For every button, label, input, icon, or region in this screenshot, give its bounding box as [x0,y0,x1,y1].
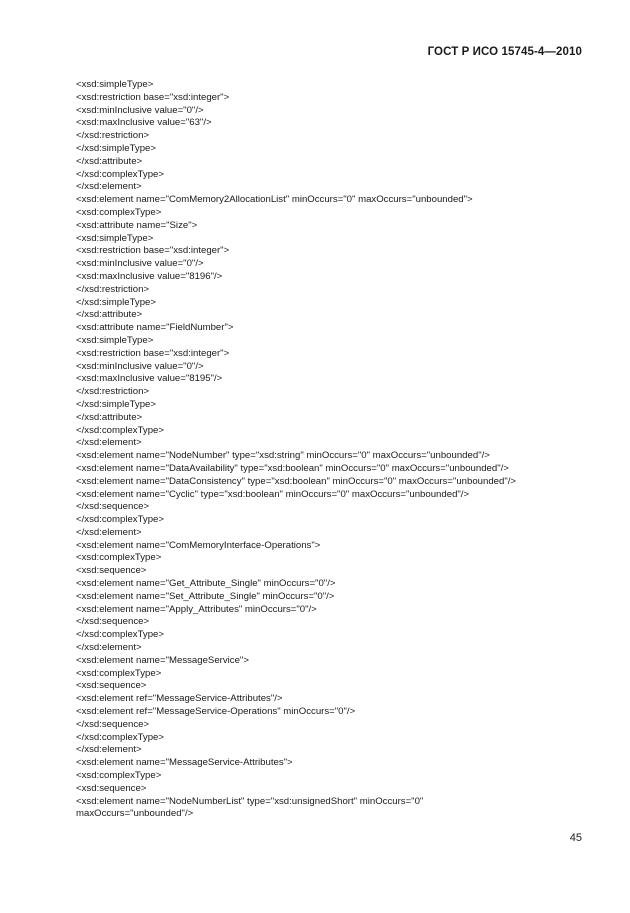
code-line: <xsd:element name="Cyclic" type="xsd:boolean" minOccurs="0" maxOccurs="unbounded"/> [76,488,470,500]
code-line: <xsd:restriction base="xsd:integer"> [76,91,230,103]
code-line: <xsd:element name="ComMemory2AllocationList" minOccurs="0" maxOccurs="unbounded"> [76,194,473,206]
code-line: <xsd:minInclusive value="0"/> [76,104,204,116]
code-line: </xsd:complexType> [76,731,164,743]
code-line: </xsd:sequence> [76,616,150,628]
code-line: <xsd:element ref="MessageService-Attributes"/> [76,693,283,705]
code-line: <xsd:complexType> [76,552,162,564]
code-line: </xsd:sequence> [76,501,150,513]
code-line: <xsd:element name="Get_Attribute_Single" minOccurs="0"/> [76,578,336,590]
document-header: ГОСТ Р ИСО 15745-4—2010 [427,46,582,58]
code-line: maxOccurs="unbounded"/> [76,808,194,820]
code-line: <xsd:simpleType> [76,79,154,90]
code-line: </xsd:simpleType> [76,398,156,410]
code-line: <xsd:restriction base="xsd:integer"> [76,245,230,257]
code-line: </xsd:attribute> [76,155,143,167]
code-line: <xsd:maxInclusive value="8195"/> [76,373,223,385]
code-line: <xsd:element name="DataAvailability" type="xsd:boolean" minOccurs="0" maxOccurs="unbounded"/> [76,462,509,474]
code-line: <xsd:element name="MessageService"> [76,654,249,666]
code-line: <xsd:complexType> [76,667,162,679]
code-line: </xsd:simpleType> [76,142,156,154]
code-line: <xsd:element name="NodeNumber" type="xsd:string" minOccurs="0" maxOccurs="unbounded"/> [76,450,490,462]
code-line: </xsd:restriction> [76,130,150,142]
code-line: </xsd:restriction> [76,386,150,398]
code-line: </xsd:complexType> [76,514,164,526]
code-line: <xsd:attribute name="Size"> [76,219,198,231]
code-line: </xsd:element> [76,744,142,756]
code-line: <xsd:restriction base="xsd:integer"> [76,347,230,359]
code-line: </xsd:attribute> [76,411,143,423]
code-line: <xsd:maxInclusive value="8196"/> [76,270,223,282]
code-line: </xsd:complexType> [76,168,164,180]
code-line: <xsd:element name="ComMemoryInterface-Operations"> [76,539,321,551]
code-line: <xsd:element name="DataConsistency" type="xsd:boolean" minOccurs="0" maxOccurs="unbounded"/> [76,475,517,487]
code-line: </xsd:element> [76,526,142,538]
code-line: </xsd:complexType> [76,629,164,641]
code-line: <xsd:simpleType> [76,334,154,346]
code-line: </xsd:sequence> [76,718,150,730]
code-line: <xsd:attribute name="FieldNumber"> [76,322,234,334]
code-line: <xsd:minInclusive value="0"/> [76,258,204,270]
code-line: </xsd:element> [76,181,142,193]
code-line: <xsd:element name="NodeNumberList" type="xsd:unsignedShort" minOccurs="0" [76,795,424,807]
code-line: <xsd:element name="Set_Attribute_Single" minOccurs="0"/> [76,590,335,602]
code-line: <xsd:element name="Apply_Attributes" minOccurs="0"/> [76,603,317,615]
code-line: <xsd:maxInclusive value="63"/> [76,117,212,129]
xsd-code-listing [76,79,590,821]
code-line: </xsd:restriction> [76,283,150,295]
code-line: <xsd:sequence> [76,565,147,577]
code-line: </xsd:attribute> [76,309,143,321]
code-line: <xsd:simpleType> [76,232,154,244]
code-line: </xsd:complexType> [76,424,164,436]
code-line: <xsd:sequence> [76,782,147,794]
page-number: 45 [569,832,582,844]
code-line: <xsd:sequence> [76,680,147,692]
code-line: <xsd:element name="MessageService-Attributes"> [76,757,293,769]
code-line: </xsd:simpleType> [76,296,156,308]
code-line: </xsd:element> [76,642,142,654]
code-line: <xsd:element ref="MessageService-Operations" minOccurs="0"/> [76,706,356,718]
code-line: <xsd:minInclusive value="0"/> [76,360,204,372]
code-line: <xsd:complexType> [76,206,162,218]
code-line: <xsd:complexType> [76,770,162,782]
code-line: </xsd:element> [76,437,142,449]
